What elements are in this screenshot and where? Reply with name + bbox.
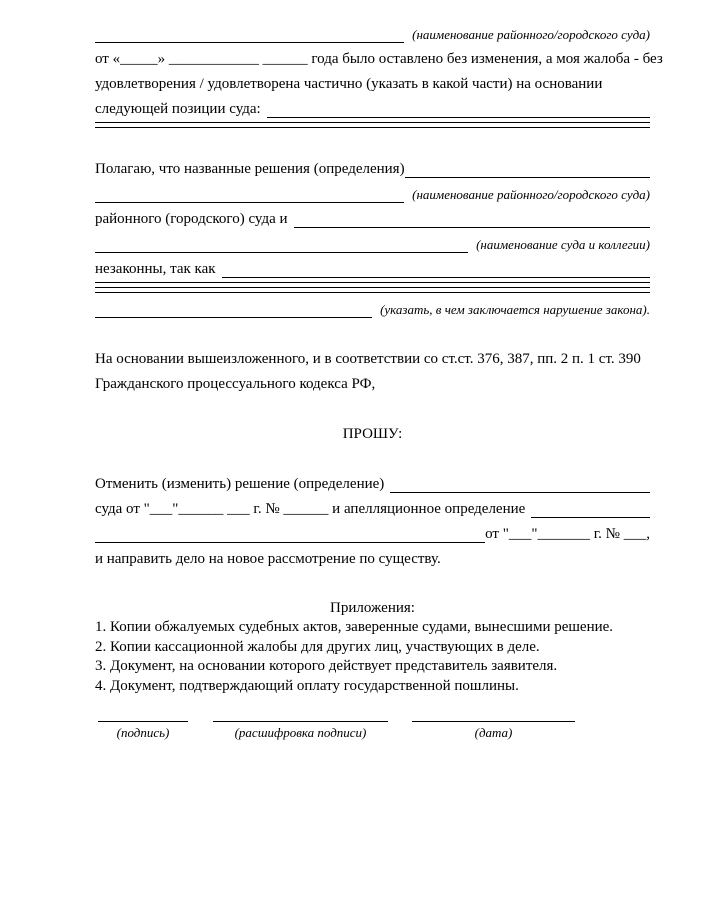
date-column — [412, 720, 575, 742]
line-believe — [95, 157, 650, 182]
satisfaction-text: удовлетворения / удовлетворена частично (указать в какой части) на основании — [95, 76, 603, 92]
signature-transcript-column — [213, 720, 388, 742]
signature-block — [95, 720, 650, 742]
blank-court-name-2 — [95, 202, 404, 203]
line-court-position — [95, 97, 650, 122]
blank-illegal-reason — [222, 277, 650, 278]
line-violation-blank — [95, 297, 650, 322]
annotation-violation: (указать, в чем заключается нарушение закона). — [380, 302, 650, 317]
district-court-text: районного (городского) суда и — [95, 211, 288, 227]
blank-full-1 — [95, 122, 650, 123]
blank-signature — [98, 720, 188, 722]
blank-decisions — [405, 177, 650, 178]
blank-signature-transcript — [213, 720, 388, 722]
court-date-text: суда от "___"______ ___ г. № ______ и апелляционное определение — [95, 501, 526, 517]
line-illegal — [95, 257, 650, 282]
blank-full-2 — [95, 127, 650, 128]
decision-date-text: от «_____» ____________ ______ года было оставлено без изменения, а моя жалоба - без — [95, 51, 663, 67]
signature-column — [98, 720, 188, 742]
attachment-item-1 — [95, 618, 650, 638]
blank-collegium — [95, 252, 468, 253]
blank-full-4 — [95, 287, 650, 288]
blank-date — [412, 720, 575, 722]
request-heading: ПРОШУ: — [342, 426, 403, 442]
attachment-item-2 — [95, 638, 650, 658]
line-appeal-date — [95, 522, 650, 547]
line-district-court — [95, 207, 650, 232]
blank-cancel-decision — [390, 492, 650, 493]
line-satisfaction — [95, 72, 650, 97]
blank-full-5 — [95, 292, 650, 293]
line-blank-2 — [95, 127, 650, 132]
line-decision-date — [95, 47, 663, 72]
annotation-court-name: (наименование районного/городского суда) — [412, 27, 650, 42]
blank-court-name — [95, 42, 404, 43]
basis-text-2: Гражданского процессуального кодекса РФ, — [95, 376, 376, 392]
line-request-heading — [95, 422, 650, 447]
attachment-item-3 — [95, 657, 650, 677]
line-court-date — [95, 497, 650, 522]
blank-full-3 — [95, 282, 650, 283]
line-basis-2 — [95, 372, 650, 397]
attachments-heading: Приложения: — [330, 600, 415, 616]
line-remand — [95, 547, 650, 572]
line-cancel — [95, 472, 650, 497]
attachment-text-3: 3. Документ, на основании которого действует представитель заявителя. — [95, 658, 558, 674]
attachment-text-1: 1. Копии обжалуемых судебных актов, заверенные судами, вынесшими решение. — [95, 619, 614, 635]
blank-appeal-court — [95, 542, 485, 543]
attachment-text-2: 2. Копии кассационной жалобы для других лиц, участвующих в деле. — [95, 638, 540, 655]
line-collegium-blank — [95, 232, 650, 257]
blank-appeal-definition — [531, 517, 650, 518]
annotation-signature-transcript: (расшифровка подписи) — [234, 725, 367, 740]
basis-text-1: На основании вышеизложенного, и в соответствии со ст.ст. 376, 387, пп. 2 п. 1 ст. 390 — [95, 351, 641, 367]
illegal-text: незаконны, так как — [95, 261, 216, 277]
annotation-court-collegium: (наименование суда и коллегии) — [476, 237, 650, 252]
attachment-text-4: 4. Документ, подтверждающий оплату государственной пошлины. — [95, 677, 519, 694]
blank-district-court — [294, 227, 650, 228]
attachment-item-4 — [95, 677, 650, 697]
line-attachments-heading — [95, 598, 650, 618]
blank-violation — [95, 317, 372, 318]
line-court-name-blank-2 — [95, 182, 650, 207]
court-position-text: следующей позиции суда: — [95, 101, 261, 117]
annotation-signature: (подпись) — [116, 725, 170, 740]
cancel-text: Отменить (изменить) решение (определение) — [95, 476, 385, 492]
line-basis-1 — [95, 347, 650, 372]
believe-text: Полагаю, что названные решения (определения) — [95, 161, 405, 177]
line-court-name-blank — [95, 22, 650, 47]
blank-court-position — [267, 117, 650, 118]
annotation-court-name-2: (наименование районного/городского суда) — [412, 187, 650, 202]
annotation-date: (дата) — [474, 725, 513, 740]
remand-text: и направить дело на новое рассмотрение по существу. — [95, 551, 441, 567]
appeal-date-text: от "___"_______ г. № ___, — [485, 526, 650, 542]
